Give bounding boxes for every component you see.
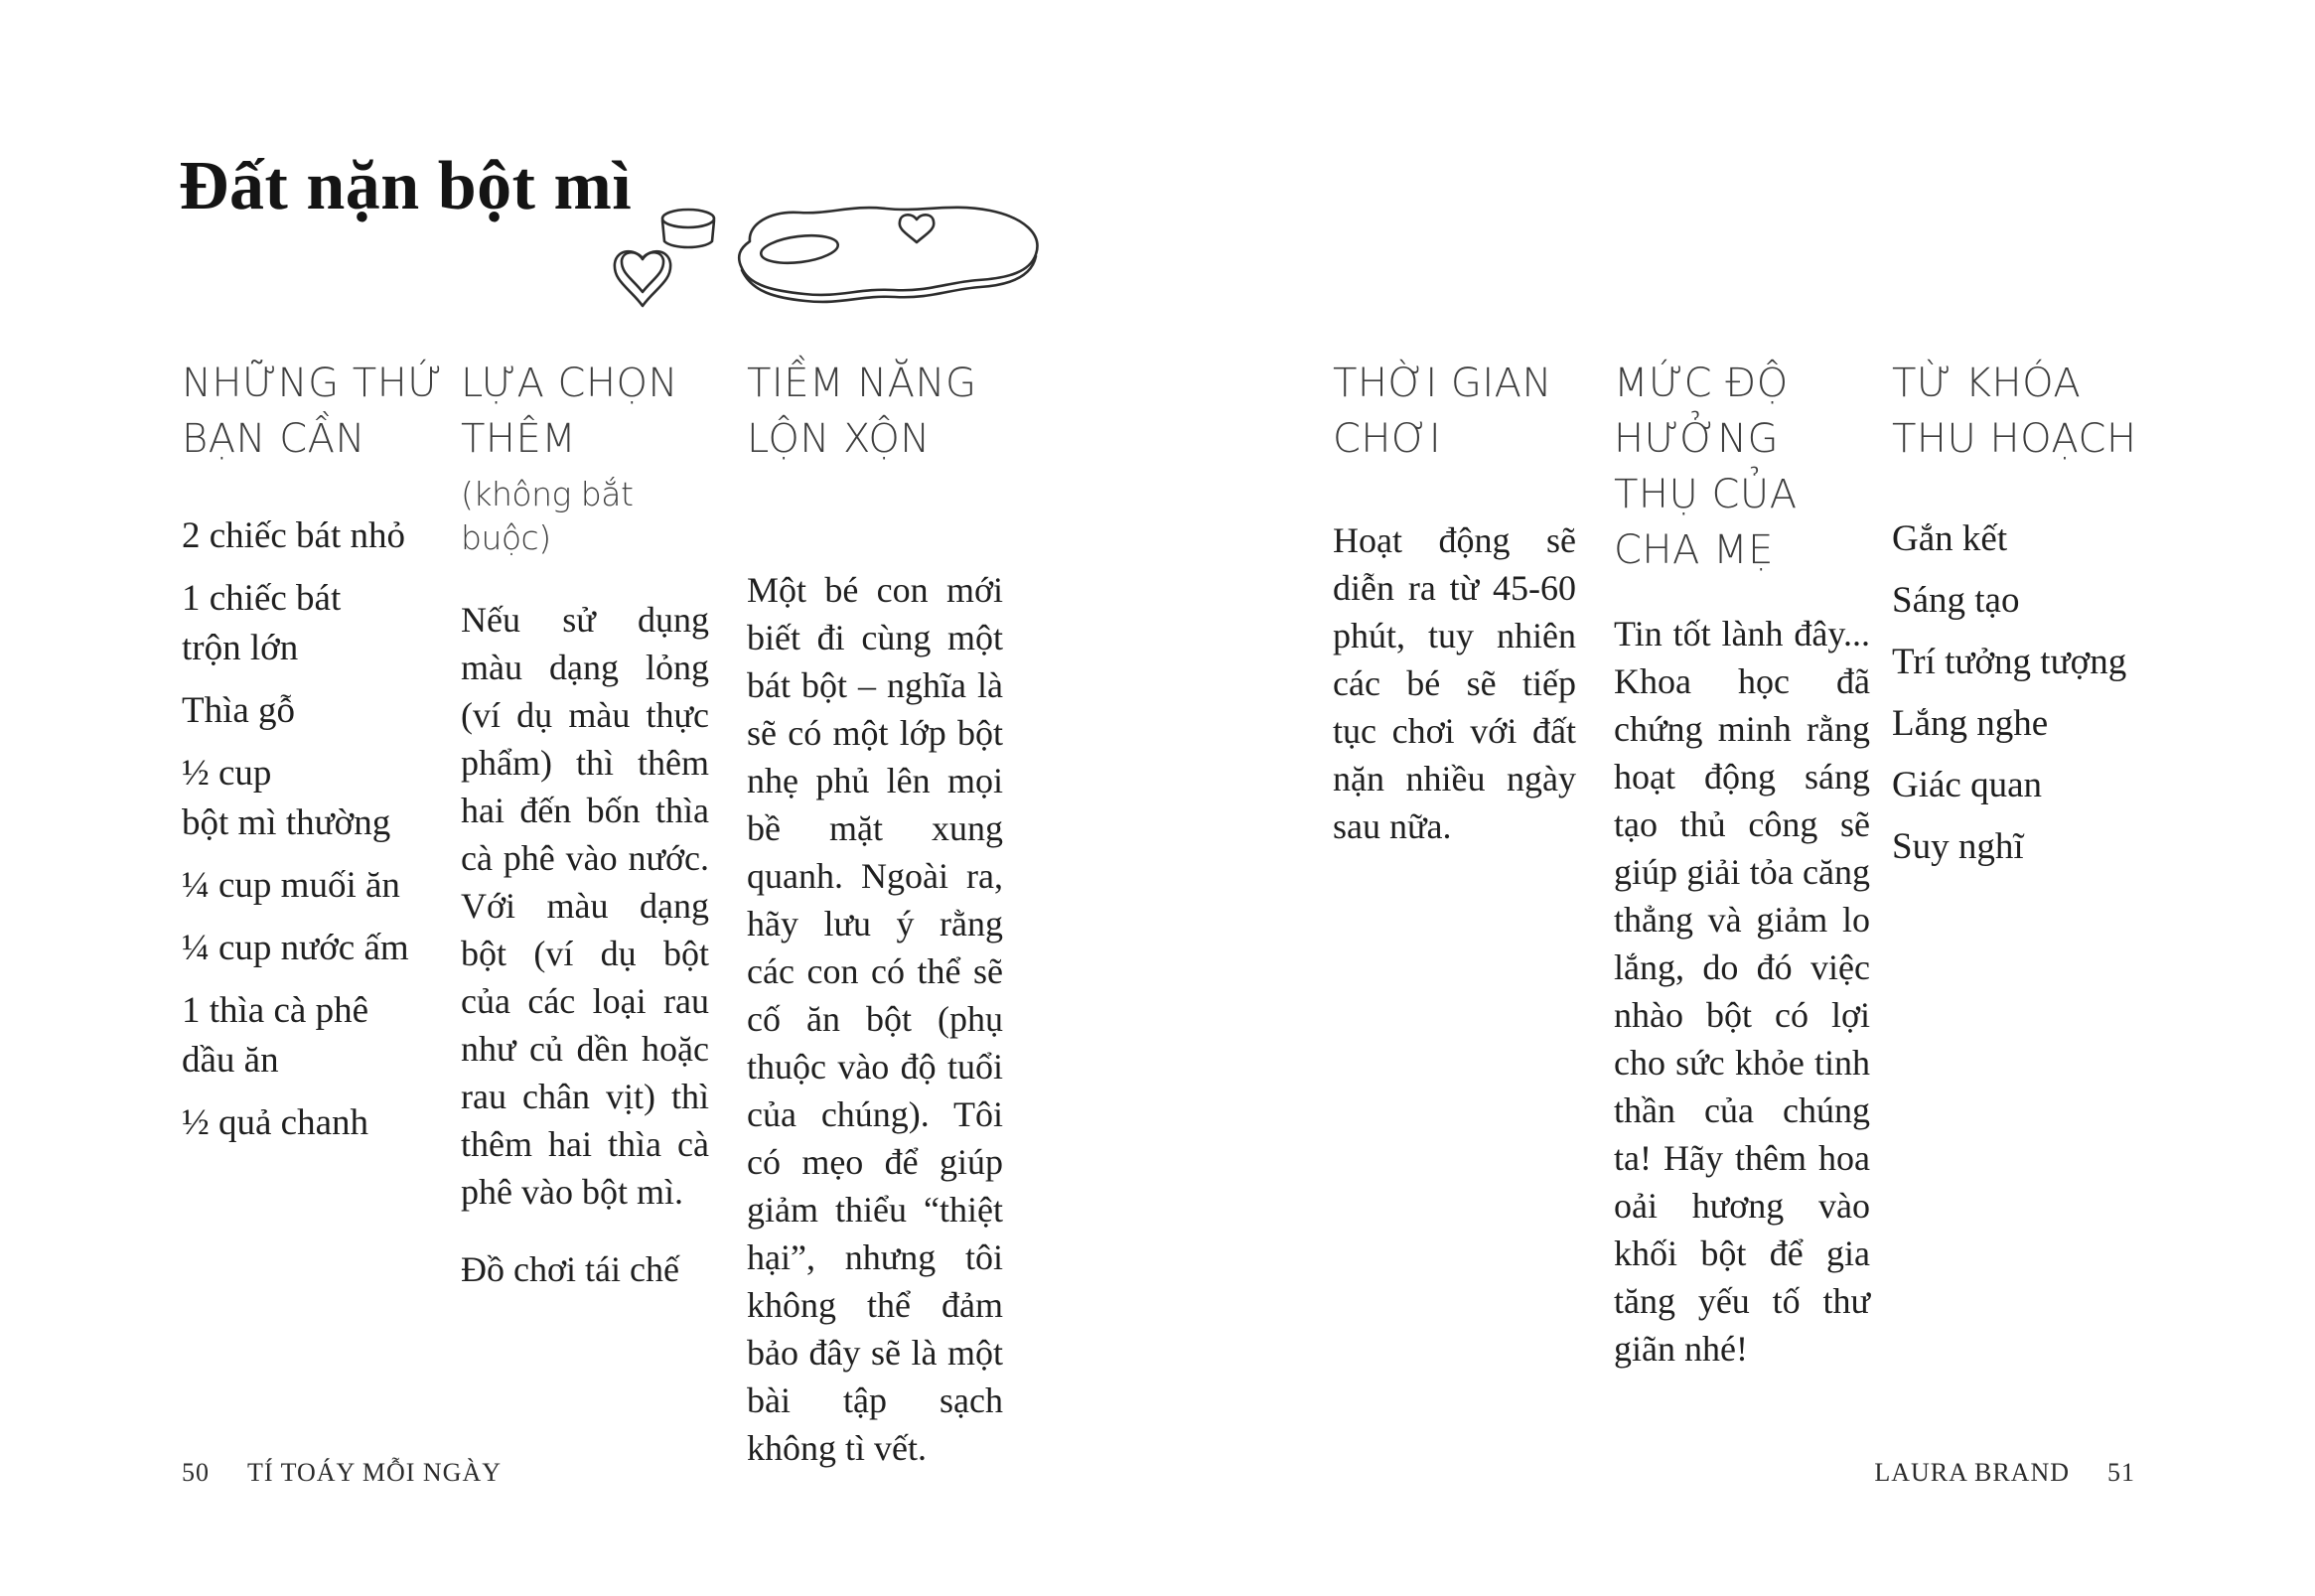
page-number-left: 50: [182, 1458, 210, 1487]
column-play-time: [1333, 356, 1576, 850]
keyword-item: Gắn kết: [1892, 518, 2008, 559]
playdough-illustration: [601, 197, 1048, 316]
list-item: Thìa gỗ: [182, 690, 296, 731]
list-item: 1 thìa cà phê dầu ăn: [182, 990, 368, 1081]
column-header-play-time: THỜI GIAN CHƠI: [1333, 361, 1552, 462]
list-item: 1 chiếc bát trộn lớn: [182, 578, 342, 668]
keyword-item: Lắng nghe: [1892, 703, 2049, 744]
column-parent-enjoyment: [1614, 356, 1870, 1373]
footer-left: [182, 1458, 502, 1488]
keyword-item: Trí tưởng tượng: [1892, 642, 2127, 682]
page-number-right: 51: [2107, 1458, 2135, 1487]
keyword-item: Giác quan: [1892, 765, 2043, 805]
parent-enjoyment-paragraph: Tin tốt lành đây... Khoa học đã chứng minh rằng hoạt động sáng tạo thủ công sẽ giúp giải tỏa căng thẳng và giảm lo lắng, do đó việc nhào bột có lợi cho sức khỏe tinh thần của chúng ta! Hãy thêm hoa oải hương vào khối bột để gia tăng yếu tố thư giãn nhé!: [1614, 614, 1870, 1369]
optional-paragraph: Nếu sử dụng màu dạng lỏng (ví dụ màu thực phẩm) thì thêm hai đến bốn thìa cà phê vào nước. Với màu dạng bột (ví dụ bột của các loại rau như củ dền hoặc rau chân vịt) thì thêm hai thìa cà phê vào bột mì.: [461, 600, 709, 1212]
dough-slab-icon: [739, 208, 1037, 302]
column-optional-additions: [461, 356, 709, 1293]
heart-cookie-cutter-icon: [615, 251, 670, 306]
list-item: ½ cup bột mì thường: [182, 753, 391, 843]
keyword-item: Sáng tạo: [1892, 580, 2020, 621]
book-title: TÍ TOÁY MỖI NGÀY: [247, 1458, 503, 1487]
round-cutter-icon: [662, 210, 714, 247]
list-item: ¼ cup nước ấm: [182, 928, 409, 968]
column-header-optional-additions: LỰA CHỌN THÊM: [461, 361, 678, 462]
column-header-parent-enjoyment: MỨC ĐỘ HƯỞNG THỤ CỦA CHA MẸ: [1614, 361, 1798, 573]
page-title: Đất nặn bột mì: [179, 148, 633, 224]
column-header-harvest-keywords: TỪ KHÓA THU HOẠCH: [1892, 361, 2137, 462]
list-item: 2 chiếc bát nhỏ: [182, 515, 405, 556]
list-item: ½ quả chanh: [182, 1102, 369, 1143]
ingredient-list: [182, 511, 472, 1148]
keyword-item: Suy nghĩ: [1892, 826, 2024, 867]
footer-right: [1874, 1458, 2135, 1488]
column-mess-potential: [747, 356, 1003, 1472]
column-header-mess-potential: TIỀM NĂNG LỘN XỘN: [747, 361, 977, 462]
optional-extra-item: Đồ chơi tái chế: [461, 1249, 679, 1289]
author-name: LAURA BRAND: [1874, 1458, 2070, 1487]
column-things-you-need: [182, 356, 472, 1161]
column-harvest-keywords: [1892, 356, 2202, 878]
mess-paragraph: Một bé con mới biết đi cùng một bát bột – nghĩa là sẽ có một lớp bột nhẹ phủ lên mọi bề mặt xung quanh. Ngoài ra, hãy lưu ý rằng các con có thể sẽ cố ăn bột (phụ thuộc vào độ tuổi của chúng). Tôi có mẹo để giúp giảm thiểu “thiệt hại”, nhưng tôi không thể đảm bảo đây sẽ là một bài tập sạch không tì vết.: [747, 570, 1003, 1468]
column-header-things-you-need: NHỮNG THỨ BẠN CẦN: [182, 361, 443, 462]
list-item: ¼ cup muối ăn: [182, 865, 400, 906]
play-time-paragraph: Hoạt động sẽ diễn ra từ 45-60 phút, tuy nhiên các bé sẽ tiếp tục chơi với đất nặn nhiều ngày sau nữa.: [1333, 520, 1576, 846]
column-subheader-optional: (không bắt buộc): [461, 475, 634, 557]
keyword-list: [1892, 508, 2202, 878]
